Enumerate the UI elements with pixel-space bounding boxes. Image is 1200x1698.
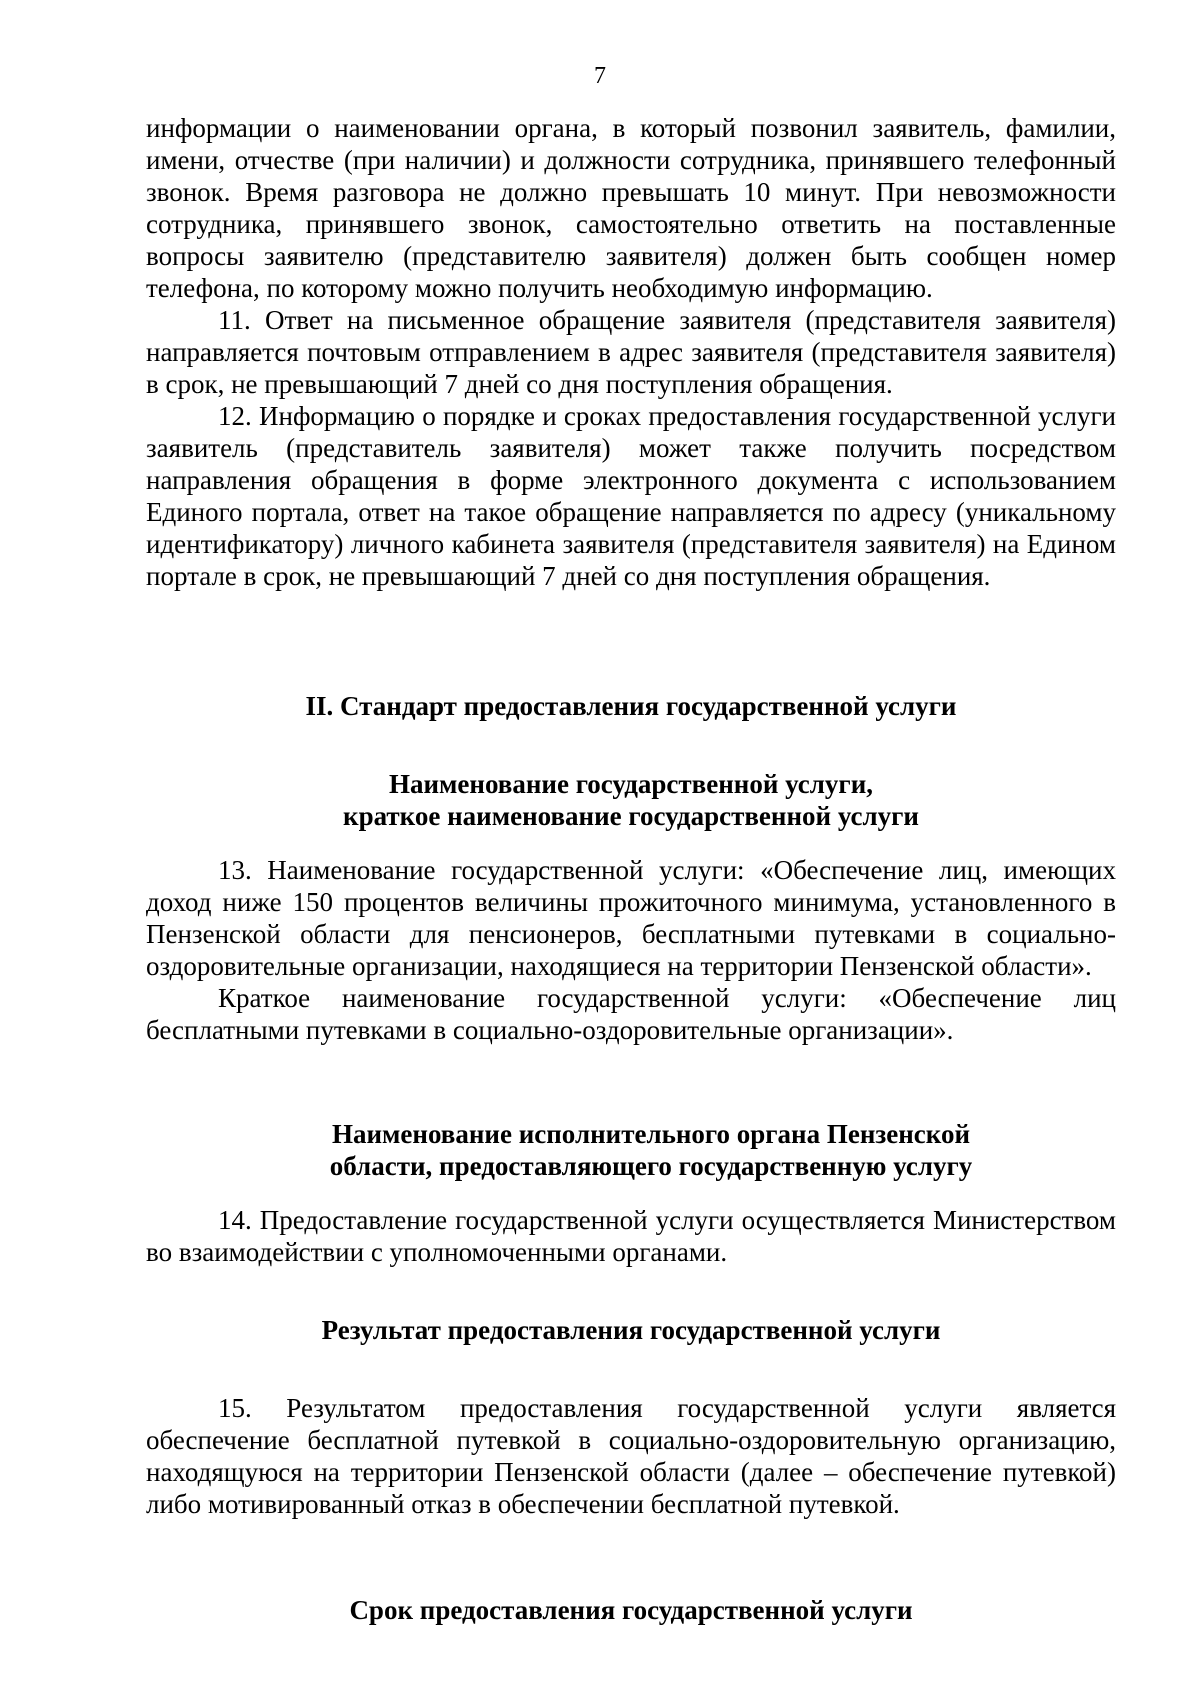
paragraph-12: 12. Информацию о порядке и сроках предоставления государственной услуги заявитель (представитель заявителя) может также получить посредством направления обращения в форме электронного документа с использованием Единого портала, ответ на такое обращение направляется по адресу (уникальному идентификатору) личного кабинета заявителя (представителя заявителя) на Едином портале в срок, не превышающий 7 дней со дня поступления обращения. xyxy=(146,401,1116,591)
heading-term-text: Срок предоставления государственной услуги xyxy=(349,1595,913,1625)
paragraph-short-name: Краткое наименование государственной услуги: «Обеспечение лиц бесплатными путевками в социально-оздоровительные организации». xyxy=(146,983,1116,1045)
section-title xyxy=(146,690,1116,722)
heading-organ-line1: Наименование исполнительного органа Пензенской xyxy=(331,1119,971,1149)
paragraph-continuation: информации о наименовании органа, в который позвонил заявитель, фамилии, имени, отчестве (при наличии) и должности сотрудника, принявшего телефонный звонок. Время разговора не должно превышать 10 минут. При невозможности сотрудника, принявшего звонок, самостоятельно ответить на поставленные вопросы заявителю (представителю заявителя) должен быть сообщен номер телефона, по которому можно получить необходимую информацию. xyxy=(146,113,1116,303)
heading-organ xyxy=(166,1118,1136,1182)
paragraph-11: 11. Ответ на письменное обращение заявителя (представителя заявителя) направляется почтовым отправлением в адрес заявителя (представителя заявителя) в срок, не превышающий 7 дней со дня поступления обращения. xyxy=(146,305,1116,399)
heading-service-name-line1: Наименование государственной услуги, xyxy=(388,769,874,799)
paragraph-15: 15. Результатом предоставления государственной услуги является обеспечение бесплатной путевкой в социально-оздоровительную организацию, находящуюся на территории Пензенской области (далее – обеспечение путевкой) либо мотивированный отказ в обеспечении бесплатной путевкой. xyxy=(146,1393,1116,1519)
paragraph-14: 14. Предоставление государственной услуги осуществляется Министерством во взаимодействии с уполномоченными органами. xyxy=(146,1205,1116,1267)
heading-term xyxy=(146,1594,1116,1626)
text-block-naming xyxy=(146,854,1116,1046)
heading-result xyxy=(146,1314,1116,1346)
page-number: 7 xyxy=(594,63,606,89)
heading-service-name xyxy=(146,768,1116,832)
text-block-intro xyxy=(146,112,1116,592)
text-block-result xyxy=(146,1392,1116,1520)
heading-result-text: Результат предоставления государственной услуги xyxy=(321,1315,941,1345)
section-title-text: II. Стандарт предоставления государственной услуги xyxy=(305,691,957,721)
heading-organ-line2: области, предоставляющего государственную услугу xyxy=(329,1151,973,1181)
paragraph-13: 13. Наименование государственной услуги: «Обеспечение лиц, имеющих доход ниже 150 процентов величины прожиточного минимума, установленного в Пензенской области для пенсионеров, бесплатными путевками в социально-оздоровительные организации, находящиеся на территории Пензенской области». xyxy=(146,855,1116,981)
text-block-organ xyxy=(146,1204,1116,1268)
heading-service-name-line2: краткое наименование государственной услуги xyxy=(343,801,919,831)
